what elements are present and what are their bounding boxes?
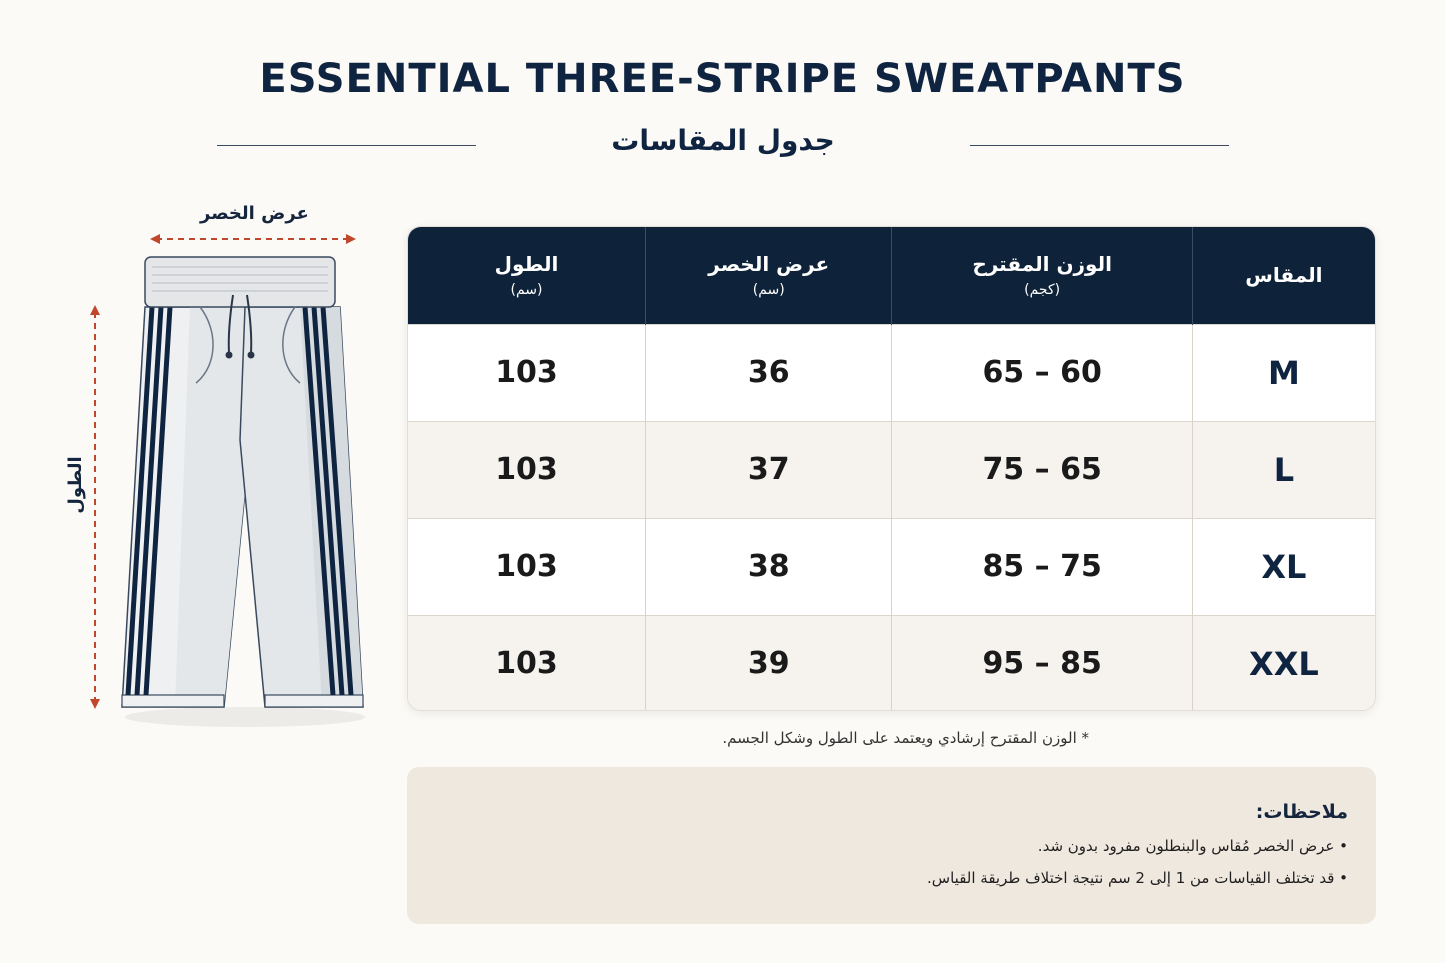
header-size: المقاس [1192, 227, 1375, 324]
page-subtitle: جدول المقاسات [611, 124, 835, 157]
header-length: الطول (سم) [408, 227, 646, 324]
divider-right [970, 145, 1229, 146]
cell-waist: 39 [646, 615, 892, 711]
list-item: • عرض الخصر مُقاس والبنطلون مفرود بدون شد. [1037, 837, 1348, 855]
pants-diagram [60, 195, 390, 735]
cell-weight: 60 – 65 [892, 324, 1192, 421]
subtitle-row [217, 124, 1229, 168]
header-waist: عرض الخصر (سم) [646, 227, 892, 324]
cell-weight: 75 – 85 [892, 518, 1192, 615]
waistband [145, 257, 335, 307]
cell-length: 103 [408, 518, 646, 615]
header-weight: الوزن المقترح (كجم) [892, 227, 1192, 324]
table-header-row [408, 227, 1375, 324]
notes-box [407, 767, 1376, 924]
cell-length: 103 [408, 615, 646, 711]
notes-list [435, 837, 1348, 887]
cell-length: 103 [408, 421, 646, 518]
list-item: • قد تختلف القياسات من 1 إلى 2 سم نتيجة اختلاف طريقة القياس. [927, 869, 1348, 887]
cell-size: XXL [1192, 615, 1375, 711]
table-row [408, 615, 1375, 711]
length-dimension-label: الطول [65, 456, 86, 514]
cell-waist: 37 [646, 421, 892, 518]
size-chart-table [407, 226, 1376, 711]
table-row [408, 518, 1375, 615]
cell-weight: 65 – 75 [892, 421, 1192, 518]
cell-size: L [1192, 421, 1375, 518]
pants-illustration [60, 195, 390, 735]
page-title: ESSENTIAL THREE-STRIPE SWEATPANTS [259, 56, 1186, 102]
weight-footnote: * الوزن المقترح إرشادي ويعتمد على الطول وشكل الجسم. [722, 729, 1089, 747]
table-row [408, 421, 1375, 518]
table-row [408, 324, 1375, 421]
cell-size: M [1192, 324, 1375, 421]
waist-arrow [150, 234, 356, 244]
cell-size: XL [1192, 518, 1375, 615]
length-arrow [90, 305, 100, 709]
notes-title: ملاحظات: [1255, 801, 1348, 823]
cell-waist: 38 [646, 518, 892, 615]
cell-length: 103 [408, 324, 646, 421]
cell-waist: 36 [646, 324, 892, 421]
cell-weight: 85 – 95 [892, 615, 1192, 711]
waist-dimension-label: عرض الخصر [200, 203, 309, 224]
